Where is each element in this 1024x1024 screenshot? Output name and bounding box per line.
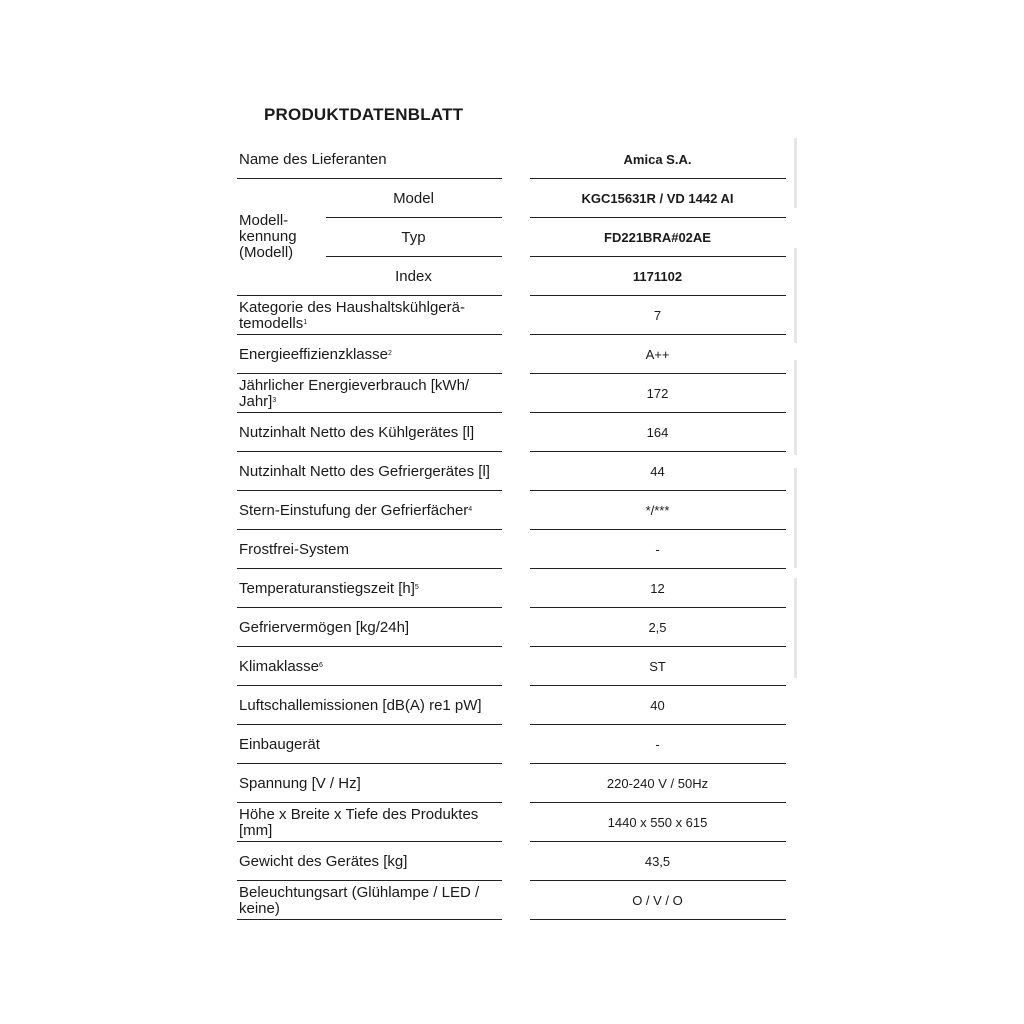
spec-row (0, 725, 1024, 764)
spec-value: */*** (645, 503, 670, 518)
spec-label-text: Beleuchtungsart (Glühlampe / LED / keine) (239, 883, 480, 917)
index-label: Index (395, 267, 432, 285)
spec-label-text: Spannung [V / Hz] (239, 774, 361, 792)
spec-row (0, 686, 1024, 725)
spec-row (0, 569, 1024, 608)
supplier-label: Name des Lieferanten (239, 150, 387, 168)
type-value: FD221BRA#02AE (604, 230, 711, 245)
spec-label-text: Stern-Einstufung der Gefrierfächer (239, 501, 469, 519)
row-divider (237, 919, 502, 920)
spec-value: 172 (646, 386, 669, 401)
scan-edge-mark (794, 138, 797, 208)
spec-label (239, 842, 501, 881)
supplier-value: Amica S.A. (623, 152, 692, 167)
scan-edge-mark (794, 360, 797, 455)
spec-label (239, 608, 501, 647)
type-row (0, 218, 1024, 257)
spec-label (239, 881, 501, 920)
spec-label (239, 764, 501, 803)
footnote-marker: 4 (468, 505, 473, 513)
row-divider (530, 919, 786, 920)
spec-label-text: Kategorie des Haushaltskühlgerä-temodells (239, 298, 465, 332)
spec-row (0, 335, 1024, 374)
model-value: KGC15631R / VD 1442 AI (581, 191, 734, 206)
spec-value: O / V / O (632, 893, 683, 908)
spec-row (0, 491, 1024, 530)
spec-value: - (655, 542, 660, 557)
spec-value: 7 (653, 308, 662, 323)
spec-label (239, 530, 501, 569)
index-row (0, 257, 1024, 296)
spec-label (239, 413, 501, 452)
spec-value: 40 (650, 698, 665, 713)
spec-row (0, 764, 1024, 803)
spec-label (239, 452, 501, 491)
spec-label (239, 803, 501, 842)
model-row (0, 179, 1024, 218)
spec-label (239, 296, 501, 335)
spec-label-text: Klimaklasse (239, 657, 320, 675)
spec-label-text: Nutzinhalt Netto des Gefriergerätes [l] (239, 462, 490, 480)
spec-label (239, 686, 501, 725)
scan-edge-mark (794, 578, 797, 678)
spec-value: - (655, 737, 660, 752)
spec-value: 1440 x 550 x 615 (607, 815, 708, 830)
spec-row (0, 608, 1024, 647)
spec-label (239, 491, 501, 530)
spec-label (239, 647, 501, 686)
spec-value: 12 (650, 581, 665, 596)
spec-row (0, 530, 1024, 569)
spec-value: ST (649, 659, 666, 674)
page-title: PRODUKTDATENBLATT (264, 105, 464, 124)
spec-label (239, 335, 501, 374)
type-label: Typ (401, 228, 426, 246)
footnote-marker: 1 (303, 318, 308, 326)
spec-row (0, 842, 1024, 881)
supplier-row (0, 140, 1024, 179)
model-label: Model (393, 189, 434, 207)
model-id-group-label: Modell-kennung (Modell) (239, 212, 297, 261)
spec-value: A++ (645, 347, 670, 362)
spec-label-text: Luftschallemissionen [dB(A) re1 pW] (239, 696, 482, 714)
spec-row (0, 413, 1024, 452)
spec-value: 164 (646, 425, 669, 440)
spec-label-text: Temperaturanstiegszeit [h] (239, 579, 415, 597)
index-value: 1171102 (632, 269, 683, 284)
scan-edge-mark (794, 248, 797, 343)
spec-row (0, 881, 1024, 920)
spec-label-text: Energieeffizienzklasse (239, 345, 388, 363)
spec-label (239, 569, 501, 608)
spec-row (0, 296, 1024, 335)
spec-label-text: Nutzinhalt Netto des Kühlgerätes [l] (239, 423, 475, 441)
spec-value: 44 (650, 464, 665, 479)
spec-label-text: Gewicht des Gerätes [kg] (239, 852, 408, 870)
spec-label-text: Einbaugerät (239, 735, 320, 753)
footnote-marker: 6 (319, 661, 323, 669)
spec-row (0, 647, 1024, 686)
spec-value: 43,5 (644, 854, 671, 869)
spec-row (0, 374, 1024, 413)
footnote-marker: 2 (387, 349, 392, 357)
spec-label (239, 374, 501, 413)
spec-row (0, 803, 1024, 842)
spec-label-text: Jährlicher Energieverbrauch [kWh/ Jahr] (239, 376, 470, 410)
spec-value: 220-240 V / 50Hz (606, 776, 709, 791)
scan-edge-mark (794, 468, 797, 568)
footnote-marker: 3 (272, 396, 277, 404)
spec-value: 2,5 (648, 620, 667, 635)
spec-label-text: Höhe x Breite x Tiefe des Produktes [mm] (239, 805, 479, 839)
spec-label-text: Frostfrei-System (239, 540, 350, 558)
footnote-marker: 5 (414, 583, 419, 591)
spec-label-text: Gefriervermögen [kg/24h] (239, 618, 410, 636)
spec-label (239, 725, 501, 764)
spec-row (0, 452, 1024, 491)
